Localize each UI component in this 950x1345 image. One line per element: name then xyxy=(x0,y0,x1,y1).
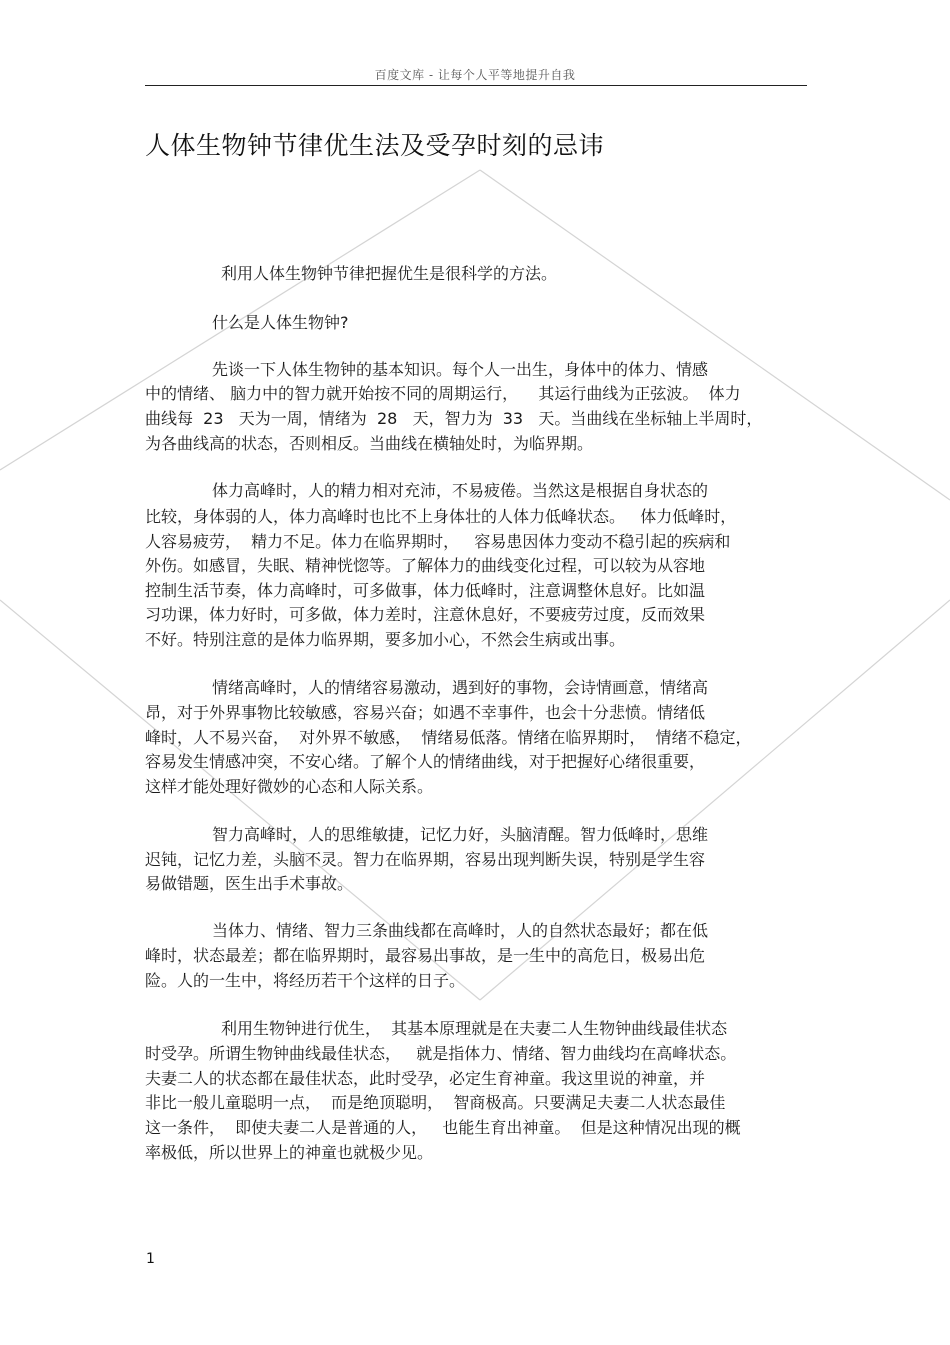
paragraph-6-line-3: 易做错题，医生出手术事故。 xyxy=(145,874,354,893)
paragraph-4-line-3: 人容易疲劳， 精力不足。体力在临界期时， 容易患因体力变动不稳引起的疾病和 xyxy=(145,532,731,551)
paragraph-5-line-5: 这样才能处理好微妙的心态和人际关系。 xyxy=(145,777,434,796)
paragraph-4-line-4: 外伤。如感冒，失眠、精神恍惚等。了解体力的曲线变化过程，可以较为从容地 xyxy=(145,556,706,575)
paragraph-5-line-4: 容易发生情感冲突，不安心绪。了解个人的情绪曲线，对于把握好心绪很重要， xyxy=(145,752,706,771)
paragraph-1-line-1: 利用人体生物钟节律把握优生是很科学的方法。 xyxy=(221,264,558,283)
paragraph-8-line-2: 时受孕。所谓生物钟曲线最佳状态， 就是指体力、情绪、智力曲线均在高峰状态。 xyxy=(145,1044,737,1063)
paragraph-7-line-2: 峰时，状态最差；都在临界期时，最容易出事故，是一生中的高危日，极易出危 xyxy=(145,946,706,965)
paragraph-7-line-3: 险。人的一生中，将经历若干个这样的日子。 xyxy=(145,971,466,990)
paragraph-6-line-1: 智力高峰时，人的思维敏捷，记忆力好，头脑清醒。智力低峰时，思维 xyxy=(212,825,709,844)
paragraph-8-line-4: 非比一般儿童聪明一点， 而是绝顶聪明， 智商极高。只要满足夫妻二人状态最佳 xyxy=(145,1093,726,1112)
paragraph-2-line-1: 什么是人体生物钟? xyxy=(212,313,349,332)
page-header: 百度文库 - 让每个人平等地提升自我 xyxy=(374,68,576,82)
paragraph-4-line-7: 不好。特别注意的是体力临界期，要多加小心，不然会生病或出事。 xyxy=(145,630,626,649)
paragraph-8-line-3: 夫妻二人的状态都在最佳状态，此时受孕，必定生育神童。我这里说的神童，并 xyxy=(145,1069,706,1088)
paragraph-5-line-2: 昂，对于外界事物比较敏感，容易兴奋；如遇不幸事件，也会十分悲愤。情绪低 xyxy=(145,703,706,722)
paragraph-4-line-2: 比较，身体弱的人，体力高峰时也比不上身体壮的人体力低峰状态。 体力低峰时， xyxy=(145,507,737,526)
document-title: 人体生物钟节律优生法及受孕时刻的忌讳 xyxy=(145,131,605,160)
paragraph-3-line-1: 先谈一下人体生物钟的基本知识。每个人一出生，身体中的体力、情感 xyxy=(212,360,709,379)
paragraph-5-line-3: 峰时，人不易兴奋， 对外界不敏感， 情绪易低落。情绪在临界期时， 情绪不稳定， xyxy=(145,728,752,747)
paragraph-4-line-6: 习功课，体力好时，可多做，体力差时，注意休息好，不要疲劳过度，反而效果 xyxy=(145,605,706,624)
paragraph-4-line-5: 控制生活节奏，体力高峰时，可多做事，体力低峰时，注意调整休息好。比如温 xyxy=(145,581,706,600)
page-number: 1 xyxy=(146,1251,155,1267)
header-divider xyxy=(145,85,807,86)
paragraph-5-line-1: 情绪高峰时，人的情绪容易激动，遇到好的事物，会诗情画意，情绪高 xyxy=(212,678,709,697)
paragraph-4-line-1: 体力高峰时，人的精力相对充沛，不易疲倦。当然这是根据自身状态的 xyxy=(212,481,709,500)
paragraph-3-line-2: 中的情绪、 脑力中的智力就开始按不同的周期运行， 其运行曲线为正弦波。 体力 xyxy=(145,384,741,403)
paragraph-3-line-3: 曲线每 23 天为一周，情绪为 28 天，智力为 33 天。当曲线在坐标轴上半周时， xyxy=(145,409,763,428)
paragraph-7-line-1: 当体力、情绪、智力三条曲线都在高峰时，人的自然状态最好；都在低 xyxy=(212,921,709,940)
paragraph-8-line-6: 率极低，所以世界上的神童也就极少见。 xyxy=(145,1143,434,1162)
paragraph-3-line-4: 为各曲线高的状态，否则相反。当曲线在横轴处时，为临界期。 xyxy=(145,434,594,453)
paragraph-8-line-5: 这一条件， 即使夫妻二人是普通的人， 也能生育出神童。 但是这种情况出现的概 xyxy=(145,1118,741,1137)
paragraph-8-line-1: 利用生物钟进行优生， 其基本原理就是在夫妻二人生物钟曲线最佳状态 xyxy=(221,1019,728,1038)
paragraph-6-line-2: 迟钝，记忆力差，头脑不灵。智力在临界期，容易出现判断失误，特别是学生容 xyxy=(145,850,706,869)
